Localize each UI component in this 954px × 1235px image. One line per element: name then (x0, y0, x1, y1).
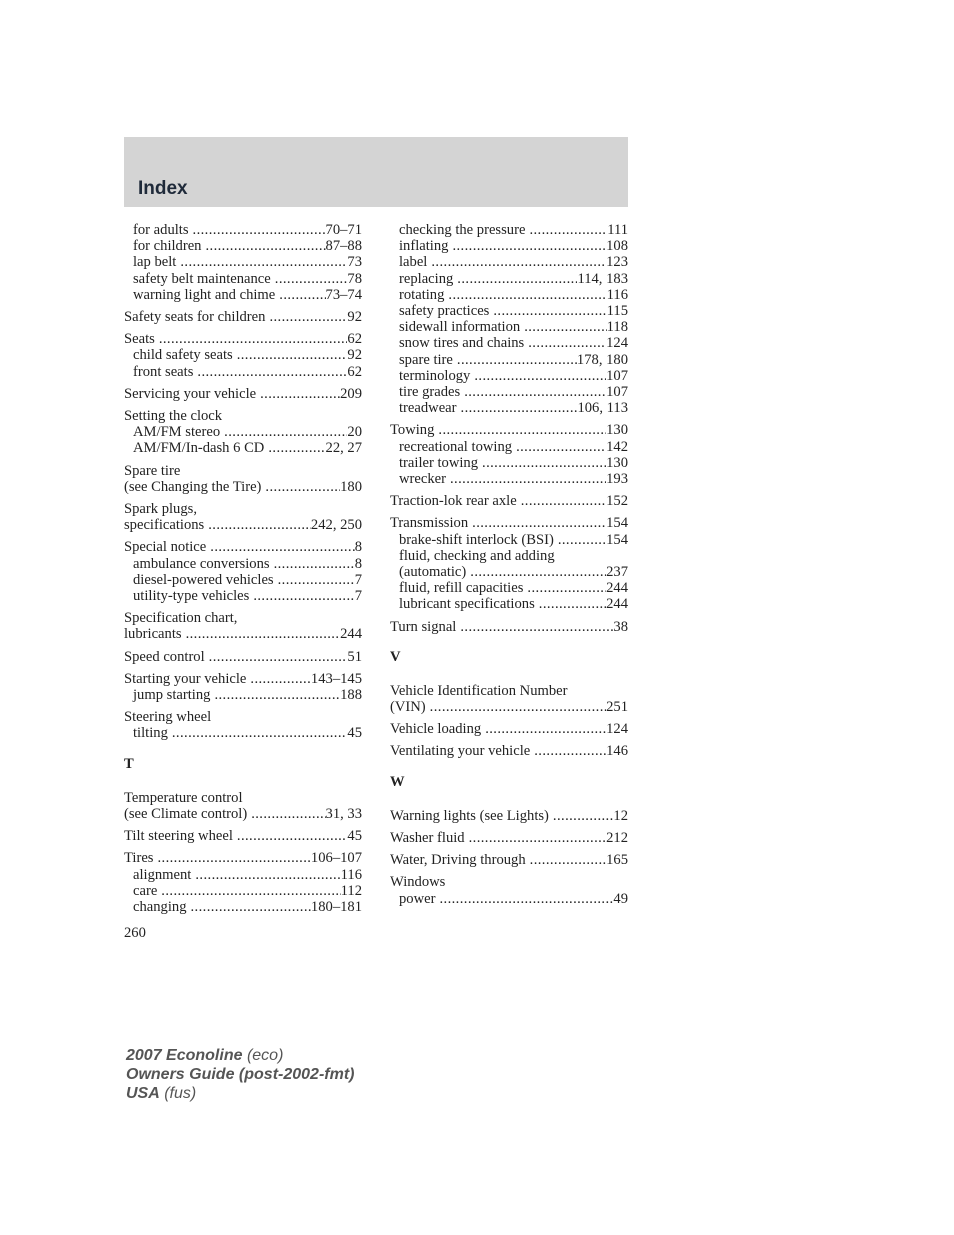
footer-market: USA (126, 1085, 160, 1102)
entry-term: Ventilating your vehicle (390, 743, 531, 760)
entry-term: fluid, refill capacities (399, 580, 524, 597)
entry-term: sidewall information (399, 319, 521, 336)
dot-leader (155, 331, 348, 347)
dot-leader (187, 899, 311, 915)
dot-leader (264, 440, 325, 456)
entry-term: recreational towing (399, 438, 513, 455)
footer-model-code: (eco) (242, 1047, 284, 1064)
entry-term: warning light and chime (133, 286, 276, 303)
index-term-line (390, 422, 628, 438)
dot-leader (271, 271, 348, 287)
index-subentry (390, 471, 628, 487)
dot-leader (189, 222, 326, 238)
index-term-line (390, 515, 628, 531)
entry-term: Speed control (124, 648, 205, 665)
index-entry (124, 222, 362, 303)
index-entry (390, 808, 628, 824)
footer-line-1 (126, 1046, 354, 1065)
index-term-line (390, 808, 628, 824)
entry-term: wrecker (399, 471, 446, 488)
entry-term: trailer towing (399, 454, 479, 471)
index-term-line (124, 828, 362, 844)
dot-leader (512, 439, 606, 455)
entry-term: specifications (124, 517, 205, 534)
index-term-line (124, 649, 362, 665)
index-column-left (124, 222, 362, 921)
entry-page-ref: 209 (340, 385, 362, 402)
entry-term: child safety seats (133, 347, 233, 364)
index-entry (390, 830, 628, 846)
entry-page-ref: 107 (606, 367, 628, 384)
entry-page-ref: 146 (606, 743, 628, 760)
index-subentry (124, 238, 362, 254)
entry-term: inflating (399, 238, 449, 255)
index-subentry (390, 400, 628, 416)
entry-page-ref: 51 (347, 648, 362, 665)
entry-term: jump starting (133, 687, 211, 704)
index-subentry (124, 899, 362, 915)
entry-page-ref: 31, 33 (325, 805, 362, 822)
index-entry (390, 222, 628, 416)
dot-leader (470, 368, 606, 384)
entry-page-ref: 8 (354, 539, 362, 556)
entry-term: Windows (390, 874, 446, 891)
index-subentry (124, 556, 362, 572)
footer-line-2 (126, 1065, 354, 1084)
dot-leader (526, 852, 606, 868)
entry-page-ref: 237 (606, 564, 628, 581)
section-letter: V (390, 648, 401, 665)
index-subentry (124, 364, 362, 380)
entry-term: rotating (399, 286, 445, 303)
index-subentry (390, 303, 628, 319)
index-subentry (124, 440, 362, 456)
index-subentry (124, 271, 362, 287)
index-entry (124, 828, 362, 844)
entry-term: Towing (390, 422, 435, 439)
dot-leader (153, 850, 310, 866)
entry-page-ref: 70–71 (325, 222, 362, 238)
entry-page-ref: 143–145 (310, 670, 362, 687)
index-term-line (124, 850, 362, 866)
entry-term: label (399, 254, 428, 271)
entry-page-ref: 92 (347, 347, 362, 364)
section-letter: T (124, 755, 134, 772)
entry-term: Washer fluid (390, 829, 465, 846)
index-subentry (390, 335, 628, 351)
entry-page-ref: 142 (606, 438, 628, 455)
index-subentry (124, 883, 362, 899)
index-subentry (390, 384, 628, 400)
entry-page-ref: 116 (340, 866, 362, 883)
dot-leader (275, 287, 325, 303)
index-subentry (124, 687, 362, 703)
index-entry (124, 386, 362, 402)
entry-page-ref: 106–107 (310, 850, 362, 867)
index-term-line (124, 479, 362, 495)
index-term-line (124, 709, 362, 725)
index-term-line (124, 463, 362, 479)
index-term-line (124, 626, 362, 642)
entry-term: terminology (399, 367, 471, 384)
entry-page-ref: 7 (354, 571, 362, 588)
index-term-line (390, 852, 628, 868)
entry-term: safety belt maintenance (133, 270, 271, 287)
dot-leader (460, 384, 606, 400)
entry-page-ref: 8 (354, 555, 362, 572)
index-subentry (124, 222, 362, 238)
index-subentry (390, 548, 628, 564)
dot-leader (523, 580, 606, 596)
entry-page-ref: 38 (613, 618, 628, 635)
index-term-line (124, 610, 362, 626)
entry-term: care (133, 882, 158, 899)
dot-leader (246, 671, 311, 687)
section-letter: W (390, 773, 405, 790)
index-entry (124, 671, 362, 703)
index-subentry (124, 347, 362, 363)
footer-model: 2007 Econoline (126, 1047, 243, 1064)
index-entry (390, 619, 628, 635)
entry-term: Water, Driving through (390, 852, 526, 869)
entry-term: treadwear (399, 400, 457, 417)
index-term-line (390, 699, 628, 715)
header-band (124, 137, 628, 207)
dot-leader (168, 725, 348, 741)
entry-term: spare tire (399, 351, 453, 368)
footer-guide: Owners Guide (post-2002-fmt) (126, 1066, 355, 1083)
dot-leader (554, 532, 606, 548)
entry-term: AM/FM stereo (133, 424, 221, 441)
entry-page-ref: 108 (606, 238, 628, 255)
entry-page-ref: 118 (606, 319, 628, 336)
index-term-line (390, 743, 628, 759)
entry-page-ref: 12 (613, 807, 628, 824)
dot-leader (249, 588, 354, 604)
entry-page-ref: 111 (607, 222, 628, 238)
entry-page-ref: 154 (606, 531, 628, 548)
entry-page-ref: 124 (606, 721, 628, 738)
entry-term: Spare tire (124, 462, 181, 479)
entry-term: Warning lights (see Lights) (390, 807, 549, 824)
entry-term: alignment (133, 866, 192, 883)
entry-page-ref: 130 (606, 454, 628, 471)
entry-term: Vehicle loading (390, 721, 482, 738)
index-subentry (390, 564, 628, 580)
index-entry (390, 743, 628, 759)
entry-term: Traction-lok rear axle (390, 493, 517, 510)
entry-page-ref: 114, 183 (577, 270, 628, 287)
entry-term: tilting (133, 725, 168, 742)
index-subentry (124, 725, 362, 741)
dot-leader (204, 517, 311, 533)
entry-term: (VIN) (390, 699, 426, 716)
index-subentry (390, 238, 628, 254)
entry-page-ref: 130 (606, 422, 628, 439)
index-subentry (390, 319, 628, 335)
entry-page-ref: 106, 113 (577, 400, 628, 417)
index-subentry (390, 580, 628, 596)
entry-page-ref: 92 (347, 309, 362, 326)
index-subentry (124, 572, 362, 588)
dot-leader (466, 564, 606, 580)
index-term-line (390, 830, 628, 846)
index-term-line (124, 806, 362, 822)
index-subentry (124, 287, 362, 303)
index-entry (124, 331, 362, 380)
entry-term: fluid, checking and adding (399, 547, 555, 564)
entry-page-ref: 112 (340, 882, 362, 899)
index-term-line (390, 721, 628, 737)
entry-page-ref: 123 (606, 254, 628, 271)
index-subentry (124, 588, 362, 604)
entry-term: power (399, 890, 436, 907)
index-subentry (390, 532, 628, 548)
dot-leader (157, 883, 340, 899)
entry-page-ref: 45 (347, 725, 362, 742)
dot-leader (206, 539, 354, 555)
entry-term: ambulance conversions (133, 555, 270, 572)
index-subentry (390, 891, 628, 907)
entry-page-ref: 45 (347, 828, 362, 845)
dot-leader (520, 319, 606, 335)
index-entry (124, 709, 362, 741)
dot-leader (535, 596, 606, 612)
entry-page-ref: 107 (606, 384, 628, 401)
entry-page-ref: 115 (606, 303, 628, 320)
dot-leader (481, 721, 606, 737)
index-term-line (124, 539, 362, 555)
index-column-right (390, 222, 628, 913)
dot-leader (549, 808, 613, 824)
index-term-line (390, 619, 628, 635)
entry-page-ref: 116 (606, 286, 628, 303)
entry-term: Vehicle Identification Number (390, 682, 568, 699)
entry-term: Temperature control (124, 789, 243, 806)
entry-term: Specification chart, (124, 610, 238, 627)
index-entry (124, 309, 362, 325)
entry-term: Starting your vehicle (124, 670, 247, 687)
index-entry (124, 649, 362, 665)
entry-page-ref: 251 (606, 699, 628, 716)
index-entry (390, 683, 628, 715)
index-term-line (390, 683, 628, 699)
dot-leader (210, 687, 340, 703)
entry-term: for children (133, 238, 202, 255)
entry-page-ref: 22, 27 (325, 440, 362, 457)
entry-page-ref: 7 (354, 588, 362, 605)
dot-leader (434, 422, 606, 438)
dot-leader (193, 364, 347, 380)
index-subentry (390, 596, 628, 612)
index-subentry (390, 287, 628, 303)
index-term-line (124, 386, 362, 402)
entry-term: replacing (399, 270, 454, 287)
entry-term: (automatic) (399, 564, 467, 581)
entry-term: lubricants (124, 626, 182, 643)
dot-leader (247, 806, 325, 822)
footer-line-3 (126, 1084, 354, 1103)
dot-leader (524, 335, 606, 351)
entry-page-ref: 244 (340, 626, 362, 643)
index-term-line (124, 671, 362, 687)
index-subentry (390, 222, 628, 238)
entry-term: tire grades (399, 384, 461, 401)
dot-leader (256, 386, 340, 402)
entry-page-ref: 212 (606, 829, 628, 846)
index-subentry (124, 254, 362, 270)
dot-leader (201, 238, 325, 254)
entry-term: for adults (133, 222, 189, 238)
entry-page-ref: 244 (606, 580, 628, 597)
index-entry (124, 850, 362, 915)
entry-term: Special notice (124, 539, 207, 556)
entry-page-ref: 73 (347, 254, 362, 271)
index-entry (124, 501, 362, 533)
index-subentry (390, 368, 628, 384)
dot-leader (530, 743, 606, 759)
document-footer (126, 1046, 354, 1103)
index-subentry (390, 439, 628, 455)
index-term-line (124, 408, 362, 424)
entry-term: Spark plugs, (124, 501, 197, 518)
entry-term: Tires (124, 850, 154, 867)
dot-leader (176, 254, 347, 270)
dot-leader (453, 271, 577, 287)
index-term-line (124, 309, 362, 325)
index-entry (390, 515, 628, 612)
dot-leader (517, 493, 606, 509)
entry-page-ref: 20 (347, 424, 362, 441)
index-term-line (390, 493, 628, 509)
entry-term: (see Changing the Tire) (124, 478, 262, 495)
entry-page-ref: 165 (606, 852, 628, 869)
dot-leader (261, 479, 340, 495)
entry-page-ref: 242, 250 (310, 517, 362, 534)
index-entry (390, 721, 628, 737)
index-subentry (390, 254, 628, 270)
index-entry (124, 610, 362, 642)
index-entry (124, 408, 362, 457)
entry-page-ref: 49 (613, 890, 628, 907)
dot-leader (182, 626, 341, 642)
entry-term: Servicing your vehicle (124, 385, 257, 402)
entry-page-ref: 87–88 (325, 238, 362, 255)
dot-leader (457, 400, 578, 416)
entry-term: changing (133, 898, 187, 915)
index-subentry (390, 455, 628, 471)
index-subentry (124, 424, 362, 440)
entry-page-ref: 180–181 (310, 898, 362, 915)
index-entry (390, 852, 628, 868)
entry-term: Tilt steering wheel (124, 828, 233, 845)
entry-page-ref: 124 (606, 335, 628, 352)
entry-page-ref: 244 (606, 596, 628, 613)
index-term-line (124, 517, 362, 533)
page-title: Index (138, 178, 188, 199)
entry-term: Transmission (390, 515, 469, 532)
dot-leader (205, 649, 348, 665)
entry-term: safety practices (399, 303, 490, 320)
dot-leader (233, 347, 348, 363)
index-subentry (390, 271, 628, 287)
dot-leader (453, 352, 577, 368)
entry-page-ref: 62 (347, 363, 362, 380)
entry-term: Seats (124, 331, 155, 348)
dot-leader (444, 287, 606, 303)
entry-term: diesel-powered vehicles (133, 571, 274, 588)
dot-leader (191, 867, 340, 883)
entry-term: checking the pressure (399, 222, 526, 238)
entry-term: Safety seats for children (124, 309, 266, 326)
dot-leader (465, 830, 607, 846)
index-term-line (124, 501, 362, 517)
entry-page-ref: 178, 180 (576, 351, 628, 368)
index-entry (124, 539, 362, 604)
index-entry (124, 463, 362, 495)
dot-leader (220, 424, 347, 440)
index-term-line (390, 874, 628, 890)
dot-leader (489, 303, 606, 319)
index-term-line (124, 790, 362, 806)
dot-leader (270, 556, 355, 572)
index-entry (390, 493, 628, 509)
entry-page-ref: 78 (347, 270, 362, 287)
entry-term: utility-type vehicles (133, 588, 250, 605)
entry-page-ref: 152 (606, 493, 628, 510)
dot-leader (446, 471, 606, 487)
entry-term: Setting the clock (124, 408, 223, 425)
dot-leader (435, 891, 613, 907)
index-entry (124, 790, 362, 822)
entry-page-ref: 193 (606, 471, 628, 488)
dot-leader (427, 254, 606, 270)
entry-page-ref: 154 (606, 515, 628, 532)
dot-leader (426, 699, 606, 715)
index-subentry (390, 352, 628, 368)
index-term-line (124, 331, 362, 347)
page-number: 260 (124, 925, 146, 941)
entry-term: (see Climate control) (124, 805, 248, 822)
entry-term: brake-shift interlock (BSI) (399, 531, 554, 548)
index-entry (390, 874, 628, 906)
entry-term: lubricant specifications (399, 596, 535, 613)
dot-leader (525, 222, 607, 238)
dot-leader (265, 309, 347, 325)
entry-page-ref: 188 (340, 687, 362, 704)
dot-leader (233, 828, 348, 844)
entry-page-ref: 73–74 (325, 286, 362, 303)
dot-leader (456, 619, 613, 635)
index-subentry (124, 867, 362, 883)
dot-leader (448, 238, 606, 254)
footer-market-code: (fus) (159, 1085, 197, 1102)
entry-term: Turn signal (390, 618, 457, 635)
dot-leader (274, 572, 355, 588)
entry-term: snow tires and chains (399, 335, 525, 352)
entry-term: AM/FM/In-dash 6 CD (133, 440, 265, 457)
dot-leader (478, 455, 606, 471)
dot-leader (468, 515, 606, 531)
index-entry (390, 422, 628, 487)
entry-page-ref: 62 (347, 331, 362, 348)
entry-page-ref: 180 (340, 478, 362, 495)
entry-term: front seats (133, 363, 194, 380)
entry-term: Steering wheel (124, 709, 212, 726)
entry-term: lap belt (133, 254, 177, 271)
